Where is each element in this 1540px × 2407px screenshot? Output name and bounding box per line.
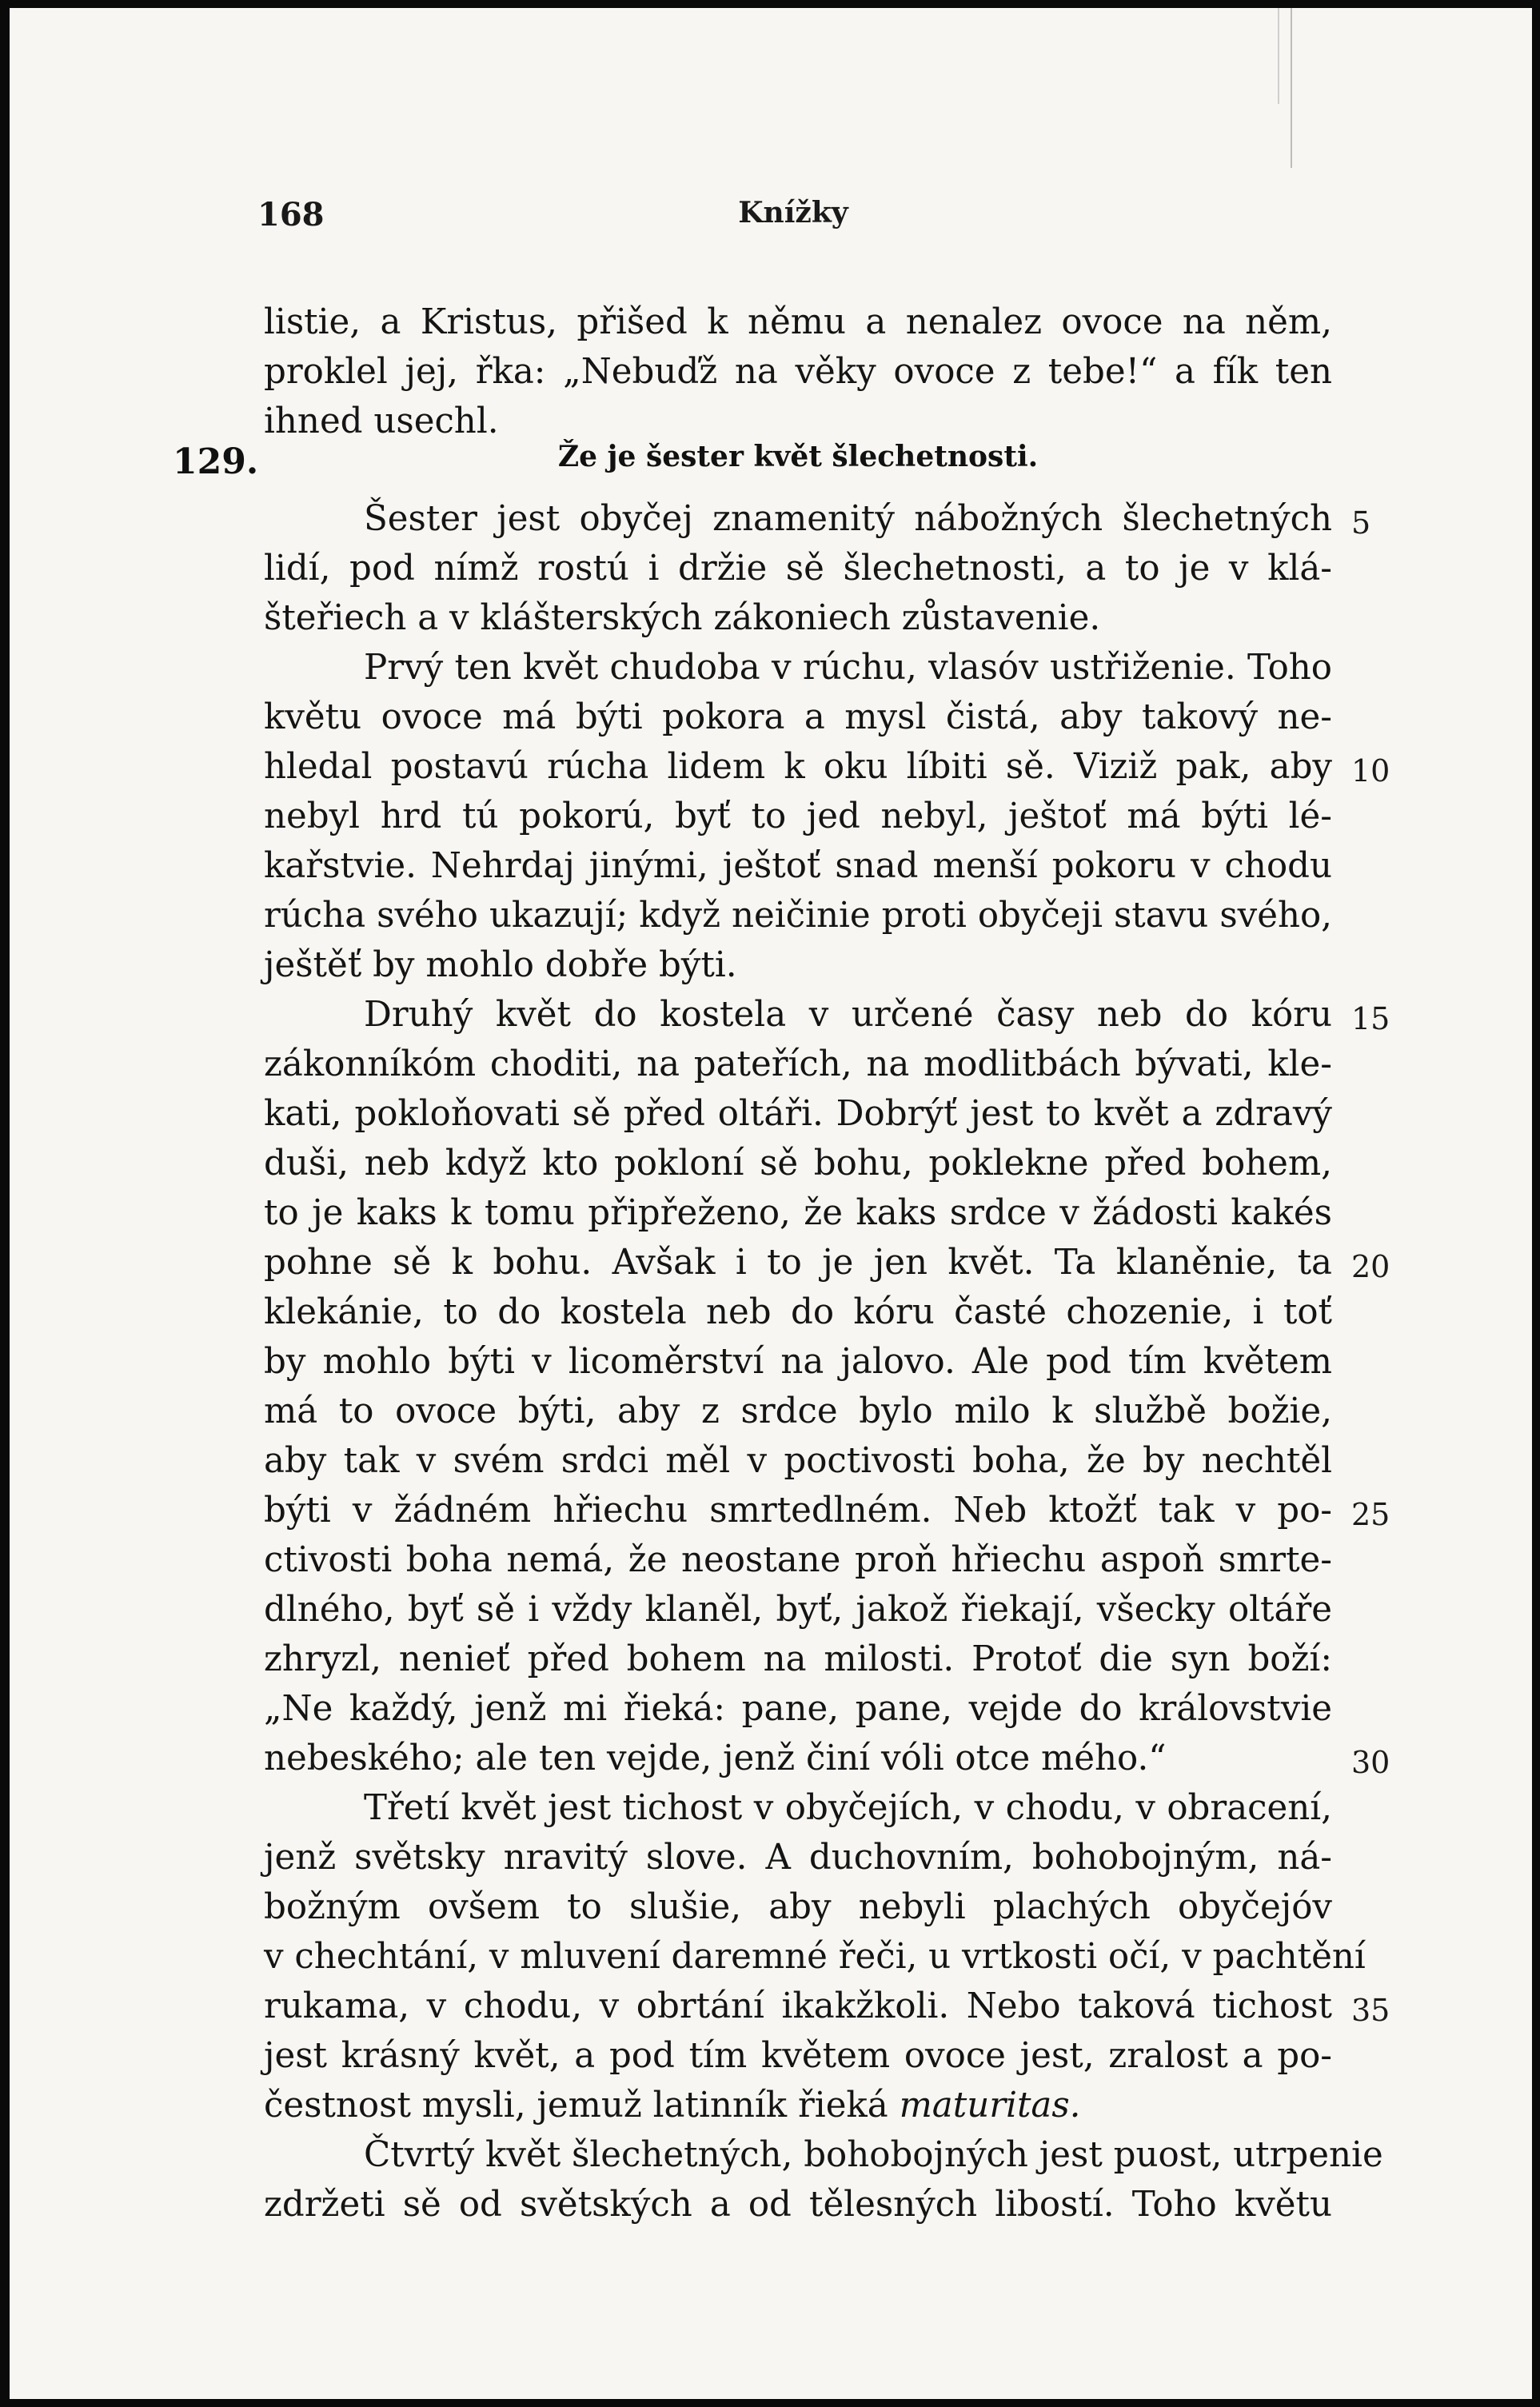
text-line: proklel jej, řka: „Nebuďž na věky ovoce z tebe!“ a fík ten (264, 352, 1332, 392)
chapter-heading: Že je šester květ šlechetnosti. (557, 440, 1039, 473)
text-line: Šester jest obyčej znamenitý nábožných šlechetných (364, 499, 1332, 539)
margin-line-number: 30 (1351, 1745, 1390, 1780)
text-line: kařstvie. Nehrdaj jinými, ještoť snad menší pokoru v chodu (264, 846, 1332, 886)
margin-line-number: 35 (1351, 1993, 1390, 2028)
text-line (264, 2081, 1332, 2130)
text-line: to je kaks k tomu připřeženo, že kaks srdce v žádosti kakés (264, 1193, 1332, 1233)
text-line: ještěť by mohlo dobře býti. (264, 945, 737, 985)
text-line: duši, neb když kto pokloní sě bohu, poklekne před bohem, (264, 1144, 1332, 1184)
text-line: Druhý květ do kostela v určené časy neb do kóru (364, 995, 1332, 1035)
margin-line-number: 25 (1351, 1497, 1390, 1532)
text-line: rúcha svého ukazují; když neičinie proti obyčeji stavu svého, (264, 896, 1332, 936)
text-line: klekánie, to do kostela neb do kóru časté chozenie, i toť (264, 1292, 1332, 1332)
scan-edge-line (1291, 8, 1292, 168)
running-header (257, 196, 1329, 244)
text-line: má to ovoce býti, aby z srdce bylo milo k službě božie, (264, 1391, 1332, 1431)
text-line: nebeského; ale ten vejde, jenž činí vóli otce mého.“ (264, 1738, 1167, 1778)
text-line: zhryzl, nenieť před bohem na milosti. Protoť die syn boží: (264, 1639, 1332, 1679)
text-line: jest krásný květ, a pod tím květem ovoce jest, zralost a po- (264, 2036, 1332, 2076)
italic-word: maturitas. (899, 2086, 1081, 2126)
top-paragraph (264, 297, 1332, 446)
text-line: aby tak v svém srdci měl v poctivosti boha, že by nechtěl (264, 1441, 1332, 1481)
text-line: božným ovšem to slušie, aby nebyli plachých obyčejóv (264, 1887, 1332, 1927)
text-line: Třetí květ jest tichost v obyčejích, v chodu, v obracení, (364, 1788, 1332, 1828)
scan-edge-line-secondary (1278, 8, 1279, 104)
text-line: kati, pokloňovati sě před oltáři. Dobrýť jest to květ a zdravý (264, 1094, 1332, 1134)
running-title: Knížky (738, 196, 848, 230)
text-line: jenž světsky nravitý slove. A duchovním, bohobojným, ná- (264, 1838, 1332, 1878)
text-line: Čtvrtý květ šlechetných, bohobojných jest puost, utrpenie (364, 2135, 1383, 2175)
text-line: zdržeti sě od světských a od tělesných libostí. Toho květu (264, 2185, 1332, 2225)
text-line: pohne sě k bohu. Avšak i to je jen květ. Ta klaněnie, ta (264, 1243, 1332, 1283)
margin-line-number: 15 (1351, 1001, 1390, 1036)
page-number: 168 (257, 196, 325, 234)
text-line: dlného, byť sě i vždy klaněl, byť, jakož řiekají, všecky oltáře (264, 1590, 1332, 1630)
text-line: květu ovoce má býti pokora a mysl čistá, aby takový ne- (264, 697, 1332, 737)
text-line-span: čestnost mysli, jemuž latinník řieká (264, 2086, 888, 2126)
margin-line-number: 10 (1351, 753, 1390, 788)
book-page (10, 8, 1532, 2399)
margin-line-number: 5 (1351, 505, 1371, 541)
text-line: hledal postavú rúcha lidem k oku líbiti sě. Viziž pak, aby (264, 747, 1332, 787)
text-line: v chechtání, v mluvení daremné řeči, u vrtkosti očí, v pachtění (264, 1937, 1366, 1977)
text-line: šteřiech a v klášterských zákoniech zůstavenie. (264, 598, 1101, 638)
margin-line-number: 20 (1351, 1249, 1390, 1284)
text-line: by mohlo býti v licoměrství na jalovo. Ale pod tím květem (264, 1342, 1332, 1382)
text-line: „Ne každý, jenž mi řieká: pane, pane, vejde do královstvie (264, 1689, 1332, 1729)
text-line: Prvý ten květ chudoba v rúchu, vlasóv ustřiženie. Toho (364, 648, 1332, 688)
text-line: býti v žádném hřiechu smrtedlném. Neb ktožť tak v po- (264, 1491, 1332, 1531)
text-line: ihned usechl. (264, 401, 499, 441)
text-line: ctivosti boha nemá, že neostane proň hřiechu aspoň smrte- (264, 1540, 1332, 1580)
text-line: rukama, v chodu, v obrtání ikakžkoli. Nebo taková tichost (264, 1986, 1332, 2026)
text-line: zákonníkóm choditi, na pateřích, na modlitbách bývati, kle- (264, 1044, 1332, 1084)
text-line: lidí, pod nímž rostú i držie sě šlechetnosti, a to je v klá- (264, 549, 1332, 589)
text-line: nebyl hrd tú pokorú, byť to jed nebyl, ještoť má býti lé- (264, 796, 1332, 836)
chapter-number: 129. (173, 441, 259, 482)
text-line: listie, a Kristus, přišed k němu a nenalez ovoce na něm, (264, 302, 1332, 342)
